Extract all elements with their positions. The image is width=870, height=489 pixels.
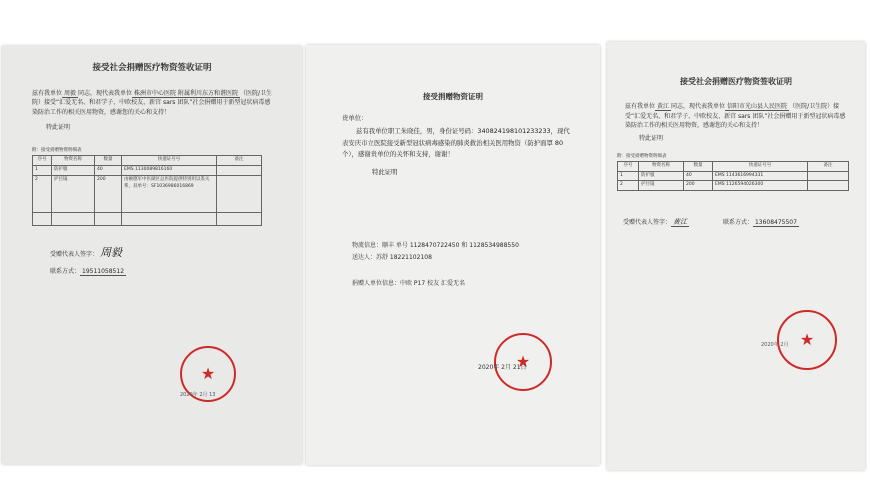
donation-receipt-certificate-3 xyxy=(607,42,865,470)
signer-line: 受赠代表人签字： 黄江 联系方式： 13608475507 xyxy=(623,218,797,227)
certificate-date: 2020年 2月 21日 xyxy=(478,364,527,371)
official-seal xyxy=(494,333,552,391)
signature-section xyxy=(2,226,302,276)
donor-info: 捐赠人单位信息：中欧 P17 校友 汇爱无名 xyxy=(352,280,465,288)
table-caption: 附：接受捐赠物资明细表 xyxy=(32,148,82,154)
certificate-closing: 特此证明 xyxy=(639,135,664,143)
donation-receipt-certificate-2 xyxy=(306,45,600,465)
certificate-date: 2020年 2月 13 xyxy=(180,392,216,398)
certificate-closing: 特此证明 xyxy=(46,124,71,132)
certificate-date: 2020年 2月 xyxy=(761,342,789,348)
item-table-section xyxy=(2,132,302,226)
receiver-info: 送达人：苏舒 18221102108 xyxy=(352,254,432,262)
item-table-section xyxy=(607,144,865,192)
certificate-title: 接受社会捐赠医疗物资签收证明 xyxy=(92,63,212,73)
shipping-info: 物流信息：顺丰 单号 1128470722450 和 1128534988550 xyxy=(352,242,519,250)
representative-name: 黄江 xyxy=(657,103,670,111)
hospital-name: 株洲市中心医院 附属利川东方和谐医院 xyxy=(134,90,238,98)
certificate-body xyxy=(607,88,865,143)
items-table xyxy=(32,155,262,226)
table-row xyxy=(33,213,262,226)
seal-star-icon: ★ xyxy=(200,363,216,383)
table-row: 1 防护服 40 EMS 1143616994331 xyxy=(618,171,849,181)
contact-number: 19511058512 xyxy=(82,268,125,276)
table-row: 2 护目镜 200 由额德军中医湖区总医院提供特别用以鉴关系，双单号：SF1036986016869 xyxy=(33,176,262,213)
certificate-title: 接受捐赠物资证明 xyxy=(423,92,483,101)
handwritten-signature: 周毅 xyxy=(99,246,122,260)
table-row: 2 护目镜 200 EMS 1126594026300 xyxy=(618,181,849,191)
certificate-body xyxy=(2,75,302,132)
certificate-title: 接受社会捐赠医疗物资签收证明 xyxy=(680,77,792,86)
hospital-name: 信阳市光山县人民医院 xyxy=(727,103,788,111)
donation-receipt-certificate-1 xyxy=(2,46,302,464)
contact-number: 13608475507 xyxy=(754,219,797,227)
seal-star-icon: ★ xyxy=(515,351,531,371)
signature-section xyxy=(607,191,865,228)
seal-star-icon: ★ xyxy=(799,329,815,349)
table-caption: 附：接受捐赠物资明细表 xyxy=(617,153,667,159)
certificate-paragraph: 兹有我单位职工朱晓佳，男，身份证号码：340824198101233233，现代表安庆市立医院接受新型冠状病毒感染的肺炎救治相关医用物资（防护面罩 80 个），感谢贵单位的关怀和支持，谢谢！ xyxy=(342,127,570,159)
items-table xyxy=(617,161,849,192)
certificate-closing: 特此证明 xyxy=(372,167,398,176)
table-row: 1 防护服 40 EMS 1130089816160 xyxy=(33,166,262,176)
certificate-paragraph: 兹有我单位 周毅 同志，现代表我单位 株洲市中心医院 附属利川东方和谐医院 （医院/卫生院）接受“汇爱无名、和君学子、中欧校友、新宫 sars 团队”社会捐赠用于新型冠状病毒感染防治工作的相关医用物资，感谢您的关心和支持！ xyxy=(32,90,272,116)
representative-name: 周毅 xyxy=(64,90,77,98)
certificate-paragraph: 兹有我单位 黄江 同志，现代表我单位 信阳市光山县人民医院 （医院/卫生院）接受“汇爱无名、和君学子、中欧校友、新宫 sars 团队”社会捐赠用于新型冠状病毒感染防治工作的相关医用物资，感谢您的关心和支持！ xyxy=(625,103,846,129)
certificate-salutation: 贵单位： xyxy=(342,113,368,122)
contact-line: 联系方式： 19511058512 xyxy=(50,268,125,276)
table-header-row: 序号 物资名称 数量 快递证号号 备注 xyxy=(618,161,849,171)
shipping-section xyxy=(306,178,600,290)
signer-line: 受赠代表人签字： 周毅 xyxy=(50,246,122,260)
handwritten-signature: 黄江 xyxy=(673,218,688,227)
official-seal xyxy=(777,310,837,370)
table-header-row: 序号 物资名称 数量 快递证号号 备注 xyxy=(33,156,262,166)
certificate-body xyxy=(306,103,600,179)
